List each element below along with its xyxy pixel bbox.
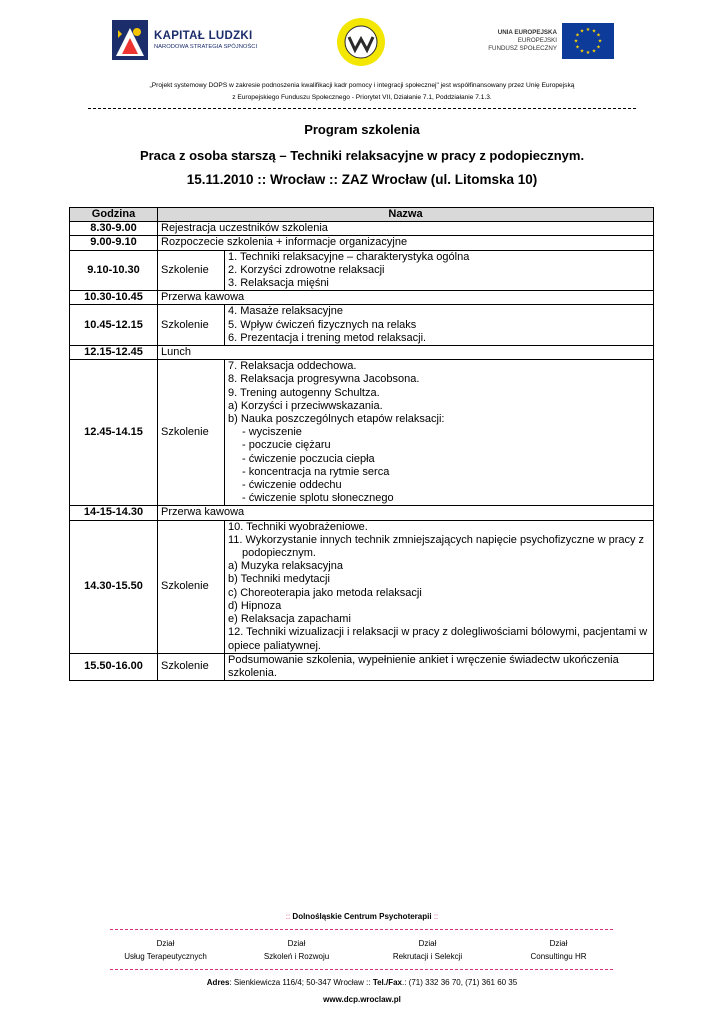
address-label: Adres xyxy=(206,978,230,987)
row-time: 14.30-15.50 xyxy=(70,520,158,653)
table-row xyxy=(70,360,654,506)
row-items xyxy=(225,305,654,346)
svg-text:★: ★ xyxy=(597,38,603,45)
row-time: 15.50-16.00 xyxy=(70,653,158,680)
row-time: 12.45-14.15 xyxy=(70,360,158,506)
department-label: Dział xyxy=(287,939,306,948)
table-row xyxy=(70,520,654,653)
list-item: 3. Relaksacja mięśni xyxy=(228,277,329,290)
list-item: 4. Masaże relaksacyjne xyxy=(228,305,343,318)
list-item: b) Techniki medytacji xyxy=(228,573,330,586)
svg-text:★: ★ xyxy=(596,44,601,51)
svg-text:★: ★ xyxy=(591,48,597,55)
row-text: Rejestracja uczestników szkolenia xyxy=(158,222,654,236)
footer-divider-bottom xyxy=(110,969,613,970)
row-type: Szkolenie xyxy=(158,653,225,680)
row-time: 10.30-10.45 xyxy=(70,291,158,305)
svg-text:★: ★ xyxy=(591,28,597,35)
row-items xyxy=(225,520,654,653)
list-item: a) Muzyka relaksacyjna xyxy=(228,560,343,573)
list-item: 8. Relaksacja progresywna Jacobsona. xyxy=(228,373,420,386)
svg-text:★: ★ xyxy=(573,38,579,45)
list-item: 2. Korzyści zdrowotne relaksacji xyxy=(228,263,385,276)
table-row xyxy=(70,346,654,360)
column-header-time: Godzina xyxy=(70,208,158,222)
list-item: 1. Techniki relaksacyjne – charakterystyka ogólna xyxy=(228,250,470,263)
eu-subtitle-1: EUROPEJSKI xyxy=(517,37,557,44)
department-label: Dział xyxy=(549,939,568,948)
row-items xyxy=(225,250,654,291)
svg-text:★: ★ xyxy=(579,28,585,35)
svg-text:★: ★ xyxy=(596,32,601,39)
row-text: Podsumowanie szkolenia, wypełnienie ankiet i wręczenie świadectw ukończenia szkolenia. xyxy=(225,653,654,680)
list-item: - ćwiczenie oddechu xyxy=(242,479,342,492)
svg-text:★: ★ xyxy=(575,44,580,51)
footer-address xyxy=(0,978,724,987)
kapital-ludzki-title: KAPITAŁ LUDZKI xyxy=(154,30,253,42)
department-name: Usług Terapeutycznych xyxy=(124,952,207,961)
program-date-place: 15.11.2010 :: Wrocław :: ZAZ Wrocław (ul. Litomska 10) xyxy=(186,172,538,187)
row-items xyxy=(225,360,654,506)
row-text: Rozpoczecie szkolenia + informacje organizacyjne xyxy=(158,236,654,250)
svg-text:★: ★ xyxy=(585,50,591,56)
program-subject: Praca z osoba starszą – Techniki relaksacyjne w pracy z podopiecznym. xyxy=(139,148,585,163)
kapital-ludzki-logo xyxy=(112,18,262,62)
list-item: - poczucie ciężaru xyxy=(242,439,331,452)
department-name: Consultingu HR xyxy=(530,952,587,961)
list-item: - wyciszenie xyxy=(242,426,302,439)
table-row xyxy=(70,250,654,291)
row-time: 9.10-10.30 xyxy=(70,250,158,291)
row-type: Szkolenie xyxy=(158,360,225,506)
footer-org-name: Dolnośląskie Centrum Psychoterapii xyxy=(292,912,432,921)
row-text: Przerwa kawowa xyxy=(158,506,654,520)
list-item: b) Nauka poszczególnych etapów relaksacji: xyxy=(228,413,445,426)
program-title: Program szkolenia xyxy=(304,122,420,137)
row-text: Przerwa kawowa xyxy=(158,291,654,305)
kapital-ludzki-emblem-icon xyxy=(112,20,148,60)
eu-flag-icon xyxy=(562,23,614,59)
column-header-name: Nazwa xyxy=(158,208,654,222)
eu-logo xyxy=(484,22,614,60)
list-item: - ćwiczenie splotu słonecznego xyxy=(242,492,394,505)
footer-organization xyxy=(0,912,724,921)
dops-seal-logo xyxy=(336,17,386,67)
row-time: 12.15-12.45 xyxy=(70,346,158,360)
footer-website-link[interactable]: www.dcp.wroclaw.pl xyxy=(323,995,401,1004)
svg-text:★: ★ xyxy=(575,32,580,39)
eu-subtitle-2: FUNDUSZ SPOŁECZNY xyxy=(488,45,557,52)
row-type: Szkolenie xyxy=(158,305,225,346)
header-divider xyxy=(88,108,636,109)
row-time: 8.30-9.00 xyxy=(70,222,158,236)
list-item: 5. Wpływ ćwiczeń fizycznych na relaks xyxy=(228,318,417,331)
table-header-row xyxy=(70,208,654,222)
footer-departments xyxy=(100,937,624,963)
department-name: Rekrutacji i Selekcji xyxy=(392,952,463,961)
list-item: 10. Techniki wyobrażeniowe. xyxy=(228,520,368,533)
row-type: Szkolenie xyxy=(158,520,225,653)
table-row xyxy=(70,236,654,250)
row-text: Lunch xyxy=(158,346,654,360)
list-item: - koncentracja na rytmie serca xyxy=(242,465,390,478)
department-item xyxy=(363,937,493,963)
table-row xyxy=(70,291,654,305)
funding-note-line-2: z Europejskiego Funduszu Społecznego - Priorytet VII, Działanie 7.1, Poddziałanie 7.1.3. xyxy=(232,94,492,101)
department-item xyxy=(232,937,362,963)
department-item xyxy=(494,937,624,963)
row-type: Szkolenie xyxy=(158,250,225,291)
row-time: 9.00-9.10 xyxy=(70,236,158,250)
svg-text:★: ★ xyxy=(579,48,585,55)
list-item: c) Choreoterapia jako metoda relaksacji xyxy=(228,586,422,599)
row-time: 14-15-14.30 xyxy=(70,506,158,520)
table-row xyxy=(70,222,654,236)
list-item: a) Korzyści i przeciwwskazania. xyxy=(228,399,383,412)
table-row xyxy=(70,305,654,346)
address-value: : Sienkiewicza 116/4; 50-347 Wrocław :: xyxy=(229,978,371,987)
kapital-ludzki-subtitle: NARODOWA STRATEGIA SPÓJNOŚCI xyxy=(154,44,258,50)
schedule-table xyxy=(69,207,654,681)
list-item: 7. Relaksacja oddechowa. xyxy=(228,360,357,373)
table-row xyxy=(70,506,654,520)
department-name: Szkoleń i Rozwoju xyxy=(263,952,330,961)
table-row xyxy=(70,653,654,680)
list-item: 9. Trening autogenny Schultza. xyxy=(228,386,380,399)
funding-note-line-1: „Projekt systemowy DOPS w zakresie podnoszenia kwalifikacji kadr pomocy i integracji społecznej" jest współfinansowany przez Unię Europejską xyxy=(149,82,575,89)
footer-org-prefix: :: xyxy=(285,912,291,921)
list-item: 11. Wykorzystanie innych technik zmniejszających napięcie psychofizyczne w pracy z podopiecznym. xyxy=(228,533,645,560)
list-item: d) Hipnoza xyxy=(228,599,282,612)
svg-text:★: ★ xyxy=(585,27,591,33)
phone-value: .: (71) 332 36 70, (71) 361 60 35 xyxy=(402,978,518,987)
list-item: - ćwiczenie poczucia ciepła xyxy=(242,452,375,465)
list-item: e) Relaksacja zapachami xyxy=(228,613,351,626)
footer-divider-top xyxy=(110,929,613,930)
list-item: 12. Techniki wizualizacji i relaksacji w pracy z dolegliwościami bólowymi, pacjentami w opiece paliatywnej. xyxy=(228,626,648,652)
footer-org-suffix: :: xyxy=(433,912,439,921)
phone-label: Tel./Fax xyxy=(372,978,403,987)
department-item xyxy=(101,937,231,963)
department-label: Dział xyxy=(418,939,437,948)
list-item: 6. Prezentacja i trening metod relaksacji. xyxy=(228,331,427,344)
row-time: 10.45-12.15 xyxy=(70,305,158,346)
eu-title: UNIA EUROPEJSKA xyxy=(497,29,557,36)
department-label: Dział xyxy=(156,939,175,948)
